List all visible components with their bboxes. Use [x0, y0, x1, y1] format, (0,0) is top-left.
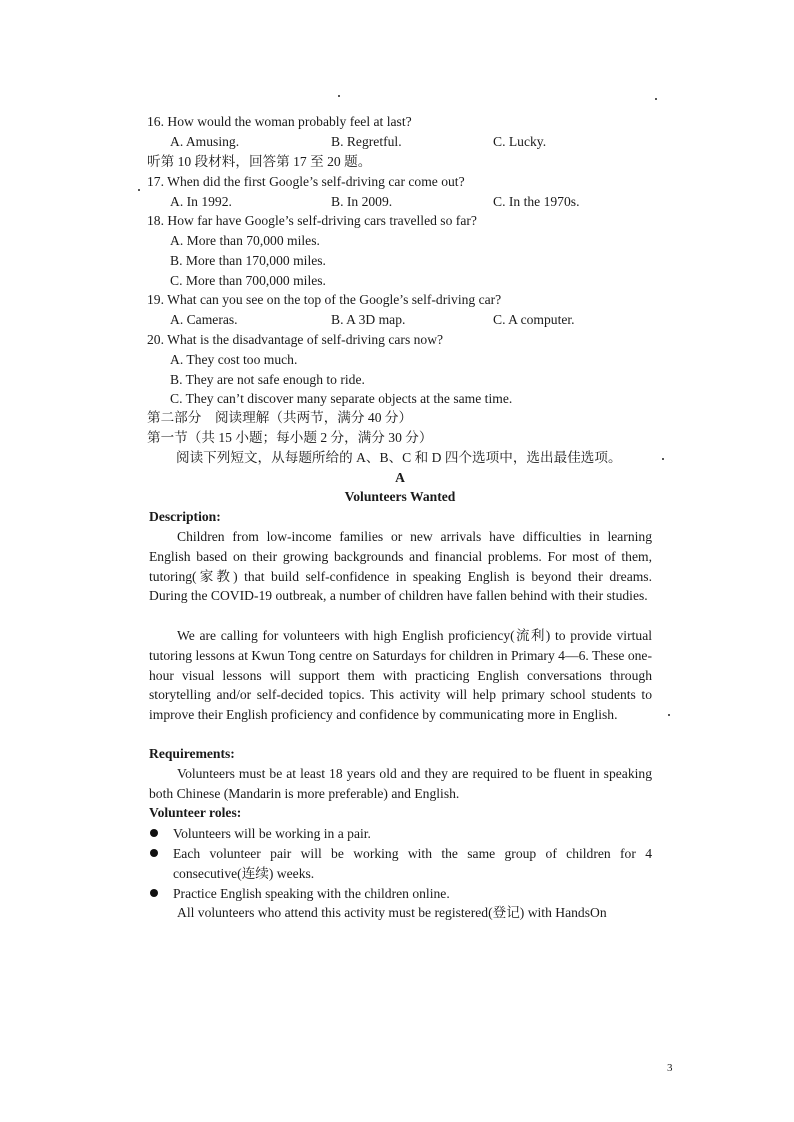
requirements-heading: Requirements:	[149, 746, 235, 761]
scan-speck	[138, 189, 140, 191]
question-20-option-b: B. They are not safe enough to ride.	[170, 372, 365, 387]
question-18-option-a: A. More than 70,000 miles.	[170, 233, 320, 248]
reading-part-title: 第二部分 阅读理解（共两节，满分 40 分）	[147, 410, 413, 425]
passage-title: Volunteers Wanted	[344, 489, 456, 504]
question-18-option-c: C. More than 700,000 miles.	[170, 273, 326, 288]
bullet-icon	[150, 829, 158, 837]
role-item	[150, 844, 652, 884]
question-18-option-b: B. More than 170,000 miles.	[170, 253, 326, 268]
question-16-stem: 16. How would the woman probably feel at last?	[147, 114, 412, 129]
listening-section-note: 听第 10 段材料，回答第 17 至 20 题。	[147, 154, 372, 169]
description-heading: Description:	[149, 509, 221, 524]
requirements-paragraph: Volunteers must be at least 18 years old and they are required to be fluent in speaking both Chinese (Mandarin is more preferable) and English.	[149, 766, 652, 801]
role-text: Each volunteer pair will be working with the same group of children for 4 consecutive(连续) weeks.	[173, 846, 652, 881]
question-20-option-a: A. They cost too much.	[170, 352, 298, 367]
scan-speck	[662, 458, 664, 460]
question-16-option-a: A. Amusing.	[170, 134, 240, 149]
question-16-option-c: C. Lucky.	[493, 134, 547, 149]
question-17-option-a: A. In 1992.	[170, 194, 232, 209]
question-19-option-a: A. Cameras.	[170, 312, 238, 327]
description-paragraph-1: Children from low-income families or new arrivals have difficulties in learning English based on their growing backgrounds and financial problems. For most of them, tutoring(家教) that build self-confidence in speaking English is beyond their dreams. During the COVID-19 outbreak, a number of children have fallen behind with their studies.	[149, 529, 652, 604]
scan-speck	[668, 714, 670, 716]
scan-speck	[338, 95, 340, 97]
question-19-stem: 19. What can you see on the top of the Google’s self-driving car?	[147, 292, 502, 307]
reading-section-title: 第一节（共 15 小题；每小题 2 分，满分 30 分）	[147, 430, 433, 445]
question-18-stem: 18. How far have Google’s self-driving cars travelled so far?	[147, 213, 477, 228]
question-20-stem: 20. What is the disadvantage of self-driving cars now?	[147, 332, 444, 347]
bullet-icon	[150, 889, 158, 897]
reading-instruction: 阅读下列短文，从每题所给的 A、B、C 和 D 四个选项中，选出最佳选项。	[176, 450, 622, 465]
passage-letter: A	[395, 470, 405, 485]
question-17-stem: 17. When did the first Google’s self-driving car come out?	[147, 174, 465, 189]
closing-paragraph: All volunteers who attend this activity must be registered(登记) with HandsOn	[177, 905, 607, 920]
question-20-option-c: C. They can’t discover many separate objects at the same time.	[170, 391, 513, 406]
scan-speck	[655, 98, 657, 100]
question-16-option-b: B. Regretful.	[331, 134, 402, 149]
page-number: 3	[667, 1062, 673, 1074]
role-text: Practice English speaking with the children online.	[173, 886, 450, 901]
role-item	[150, 824, 652, 844]
bullet-icon	[150, 849, 158, 857]
question-19-option-c: C. A computer.	[493, 312, 575, 327]
roles-heading: Volunteer roles:	[149, 805, 242, 820]
description-paragraph-2: We are calling for volunteers with high English proficiency(流利) to provide virtual tutoring lessons at Kwun Tong centre on Saturdays for children in Primary 4—6. These one-hour visual lessons will support them with practicing English conversations through storytelling and/or self-decided topics. This activity will help primary school students to improve their English proficiency and confidence by communicating more in English.	[149, 628, 652, 723]
question-19-option-b: B. A 3D map.	[331, 312, 406, 327]
question-17-option-b: B. In 2009.	[331, 194, 393, 209]
question-17-option-c: C. In the 1970s.	[493, 194, 580, 209]
role-text: Volunteers will be working in a pair.	[173, 826, 371, 841]
role-item	[150, 884, 652, 904]
